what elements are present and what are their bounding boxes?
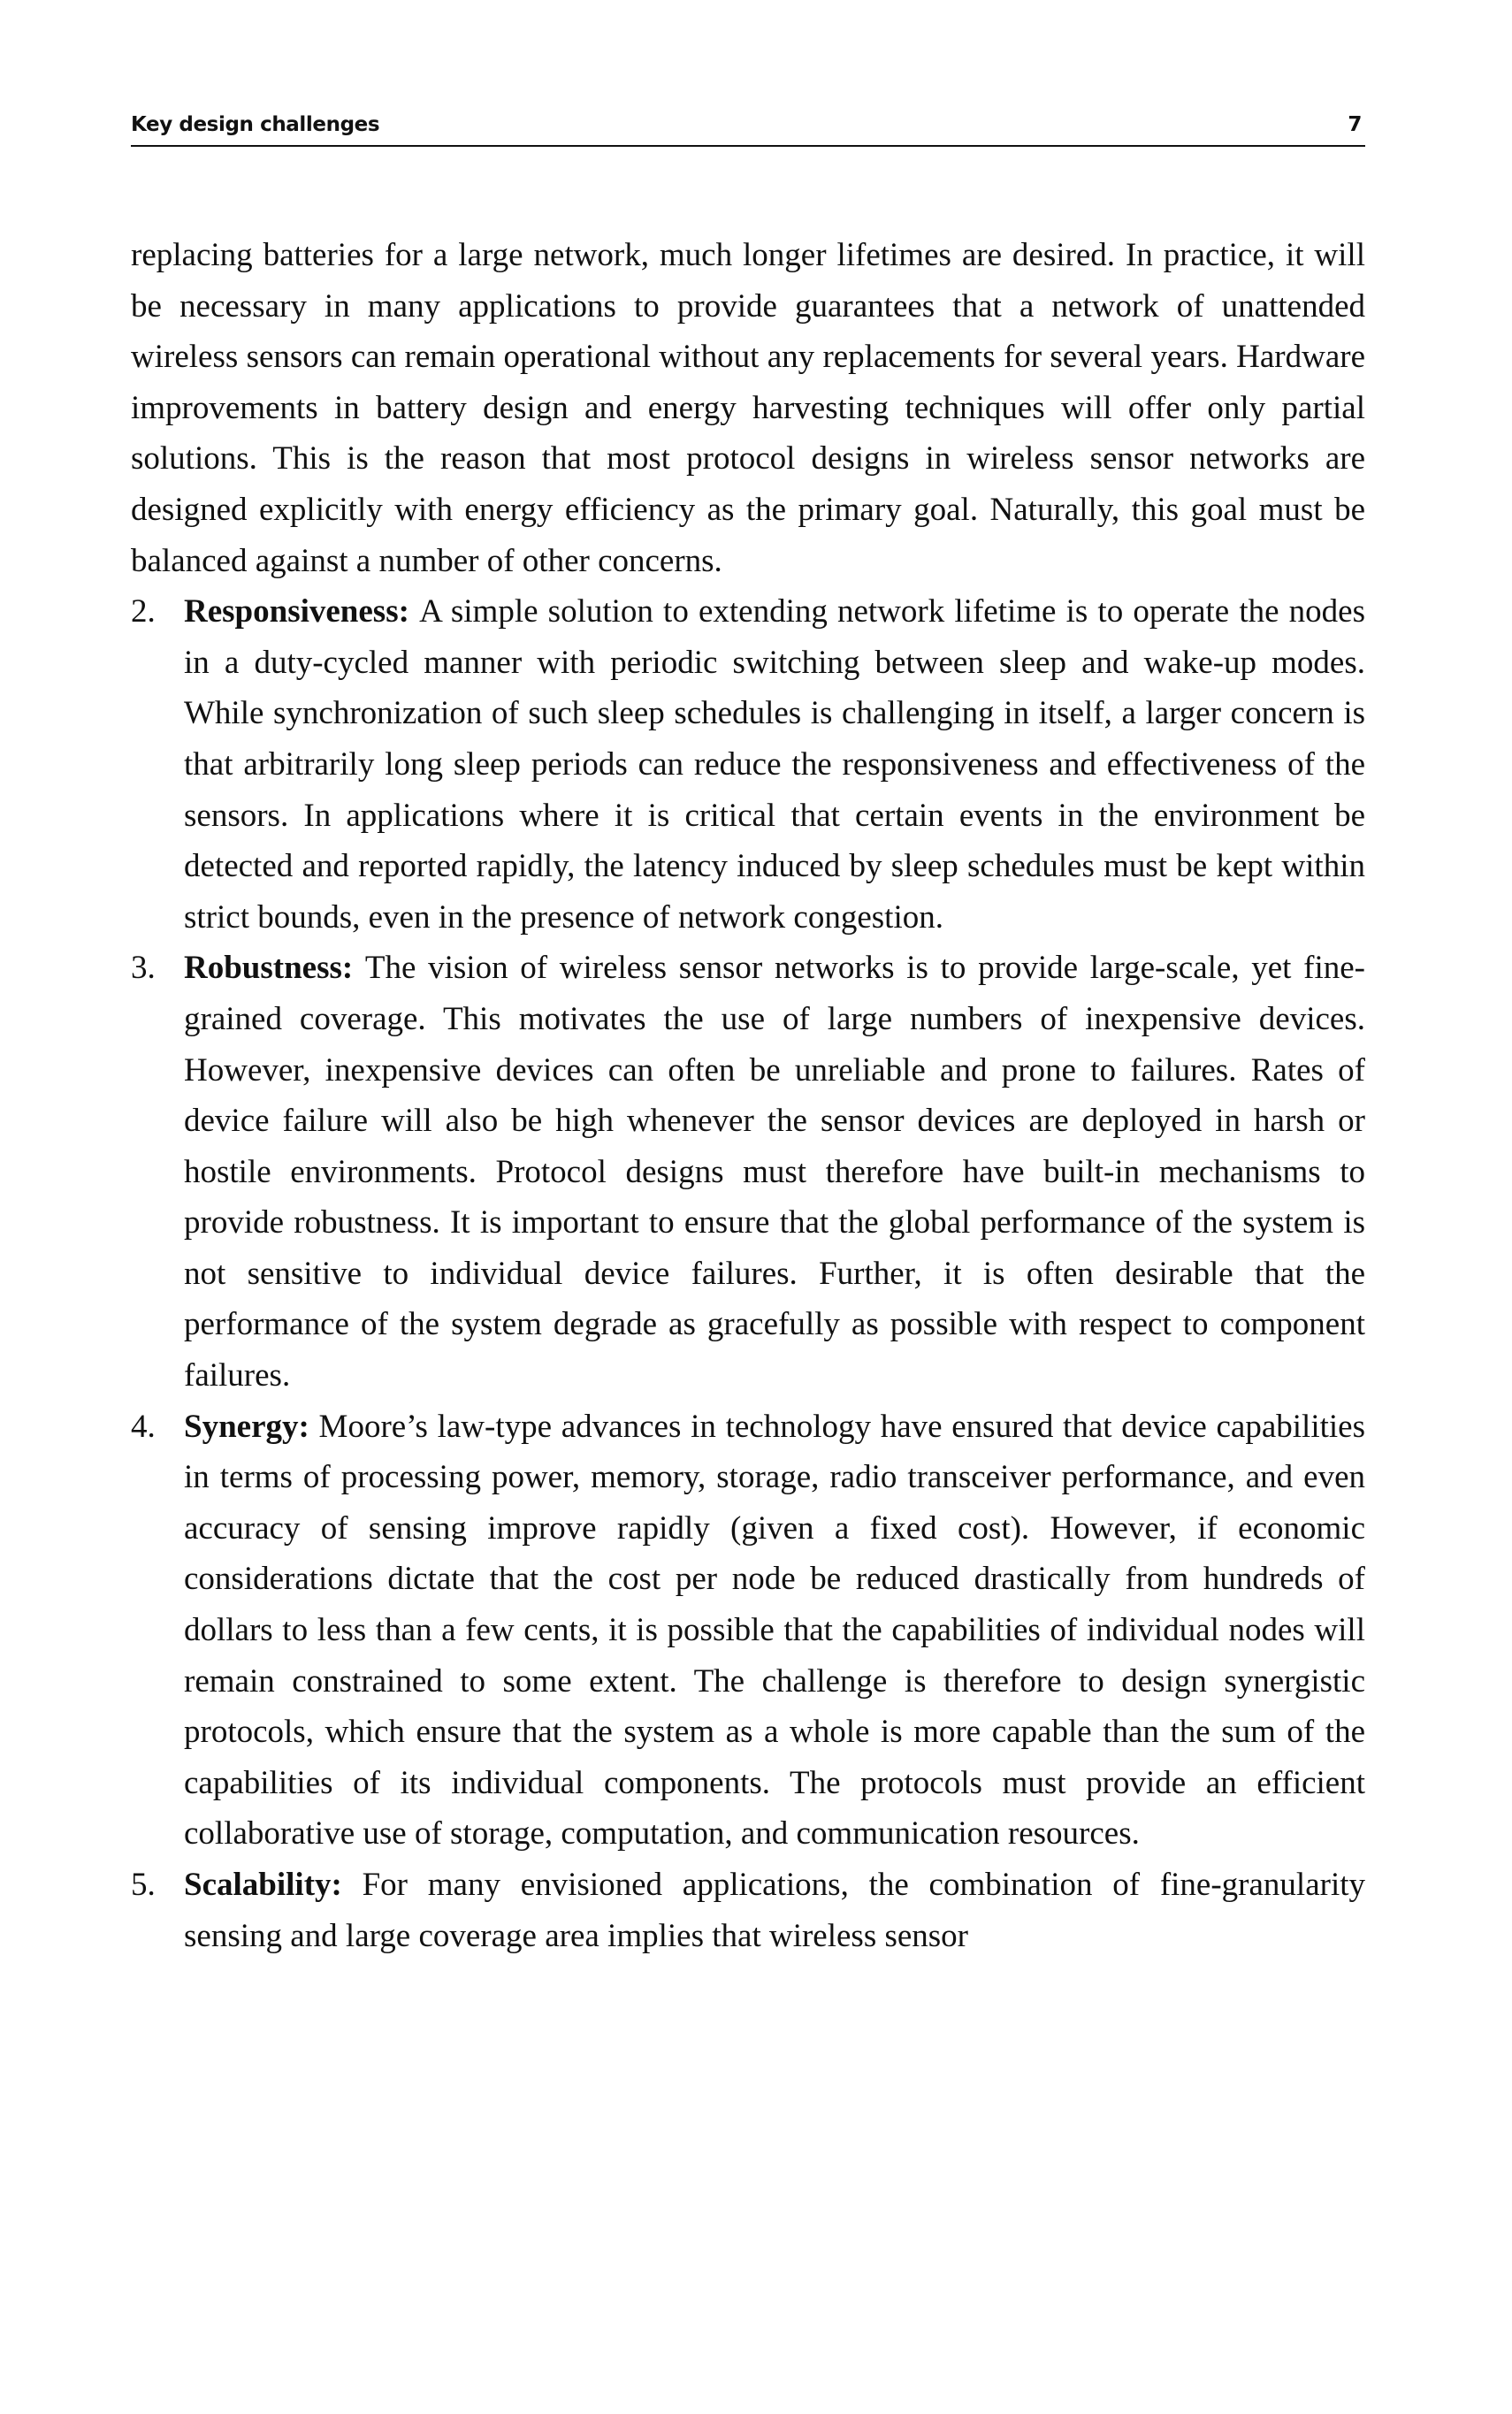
list-item-text: The vision of wireless sensor networks is to provide large-scale, yet fine-grained coverage. This motivates the use of large numbers of inexpensive devices. However, inexpensive devices can often be unreliable and prone to failures. Rates of device failure will also be high whenever the sensor devices are deployed in harsh or hostile environments. Protocol designs must therefore have built-in mechanisms to provide robustness. It is important to ensure that the global performance of the system is not sensitive to individual device failures. Further, it is often desirable that the performance of the system degrade as gracefully as possible with respect to component failures. — [184, 950, 1365, 1394]
list-item-text: A simple solution to extending network lifetime is to operate the nodes in a duty-cycled manner with periodic switching between sleep and wake-up modes. While synchronization of such sleep schedules is challenging in itself, a larger concern is that arbitrarily long sleep periods can reduce the responsiveness and effectiveness of the sensors. In applications where it is critical that certain events in the environment be detected and reported rapidly, the latency induced by sleep schedules must be kept within strict bounds, even in the presence of network congestion. — [184, 593, 1366, 936]
body-text — [131, 230, 1365, 1961]
list-item-text: For many envisioned applications, the combination of fine-granularity sensing and large coverage area implies that wireless sensor — [184, 1867, 1365, 1954]
design-challenges-list — [131, 586, 1365, 1961]
list-item-number: 4. — [131, 1408, 156, 1445]
list-item-responsiveness — [131, 586, 1365, 943]
running-header — [131, 106, 1365, 147]
list-item-number: 2. — [131, 593, 156, 630]
continued-paragraph: replacing batteries for a large network, much longer lifetimes are desired. In practice, it will be necessary in many applications to provide guarantees that a network of unattended wireless sensors can remain operational without any replacements for several years. Hardware improvements in battery design and energy harvesting techniques will offer only partial solutions. This is the reason that most protocol designs in wireless sensor networks are designed explicitly with energy efficiency as the primary goal. Naturally, this goal must be balanced against a number of other concerns. — [131, 237, 1365, 579]
list-item-term: Scalability: — [184, 1867, 363, 1903]
list-item-robustness — [131, 943, 1365, 1401]
book-page — [131, 106, 1365, 1961]
list-item-term: Robustness: — [184, 950, 365, 987]
list-item-text: Moore’s law-type advances in technology have ensured that device capabilities in terms of processing power, memory, storage, radio transceiver performance, and even accuracy of sensing improve rapidly (given a fixed cost). However, if economic considerations dictate that the cost per node be reduced drastically from hundreds of dollars to less than a few cents, it is possible that the capabilities of individual nodes will remain constrained to some extent. The challenge is therefore to design synergistic protocols, which ensure that the system as a whole is more capable than the sum of the capabilities of its individual components. The protocols must provide an efficient collaborative use of storage, computation, and communication resources. — [184, 1408, 1365, 1853]
list-item-synergy — [131, 1402, 1365, 1860]
list-item-term: Synergy: — [184, 1408, 319, 1445]
list-item-number: 5. — [131, 1867, 156, 1903]
section-title: Key design challenges — [131, 113, 380, 136]
list-item-number: 3. — [131, 950, 156, 987]
list-item-term: Responsiveness: — [184, 593, 420, 630]
list-item-scalability — [131, 1860, 1365, 1961]
page-number: 7 — [1348, 113, 1362, 136]
